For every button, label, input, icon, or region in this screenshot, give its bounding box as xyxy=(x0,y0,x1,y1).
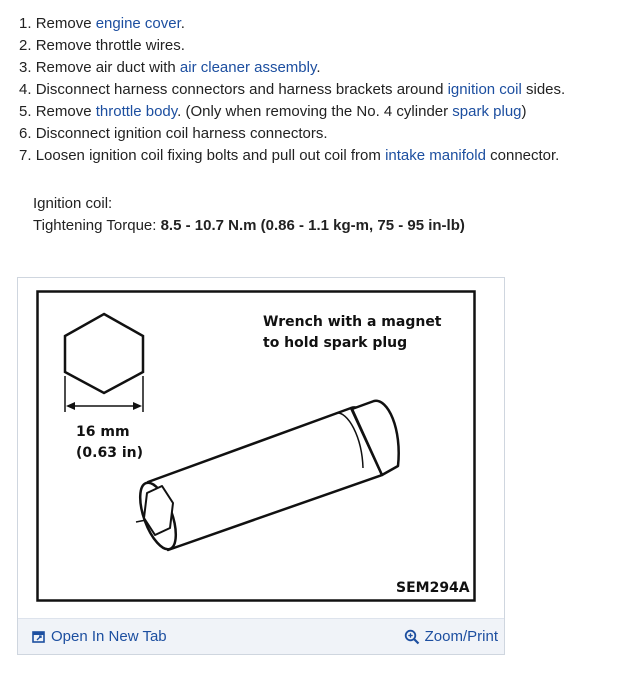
zoom-print-button[interactable] xyxy=(404,628,498,645)
step-3: 3. Remove air duct with air cleaner assembly. xyxy=(19,59,321,76)
link-intake-manifold[interactable]: intake manifold xyxy=(385,147,486,164)
open-in-new-tab-label: Open In New Tab xyxy=(51,628,167,645)
spec-torque xyxy=(33,215,465,237)
step-1: 1. Remove engine cover. xyxy=(19,15,185,32)
dimension-in: (0.63 in) xyxy=(76,445,143,461)
open-tab-icon xyxy=(32,630,46,644)
figure-toolbar xyxy=(18,618,504,654)
spark-plug-wrench-diagram xyxy=(36,290,476,602)
zoom-print-label: Zoom/Print xyxy=(424,628,498,645)
spec-heading: Ignition coil: xyxy=(33,195,113,212)
torque-label: Tightening Torque: xyxy=(33,217,161,234)
link-throttle-body[interactable]: throttle body xyxy=(95,103,178,120)
caption-line-2: to hold spark plug xyxy=(263,335,408,351)
step-4: 4. Disconnect harness connectors and harness brackets around ignition coil sides. xyxy=(19,81,566,98)
magnifier-icon xyxy=(404,629,420,645)
open-in-new-tab-button[interactable] xyxy=(32,628,167,645)
link-air-cleaner-assembly[interactable]: air cleaner assembly xyxy=(179,59,317,76)
torque-spec xyxy=(33,193,465,237)
step-7: 7. Loosen ignition coil fixing bolts and pull out coil from intake manifold connector. xyxy=(19,147,560,164)
figure-panel xyxy=(17,277,505,655)
link-engine-cover[interactable]: engine cover xyxy=(95,15,181,32)
step-6: 6. Disconnect ignition coil harness connectors. xyxy=(19,125,328,142)
torque-value: 8.5 - 10.7 N.m (0.86 - 1.1 kg-m, 75 - 95 in-lb) xyxy=(160,217,465,234)
step-2: 2. Remove throttle wires. xyxy=(19,37,185,54)
figure-code: SEM294A xyxy=(396,580,470,596)
caption-line-1: Wrench with a magnet xyxy=(263,314,442,330)
dimension-mm: 16 mm xyxy=(76,424,130,440)
procedure-steps xyxy=(19,13,629,167)
link-spark-plug[interactable]: spark plug xyxy=(452,103,522,120)
step-5: 5. Remove throttle body. (Only when removing the No. 4 cylinder spark plug) xyxy=(19,103,527,120)
link-ignition-coil[interactable]: ignition coil xyxy=(447,81,522,98)
